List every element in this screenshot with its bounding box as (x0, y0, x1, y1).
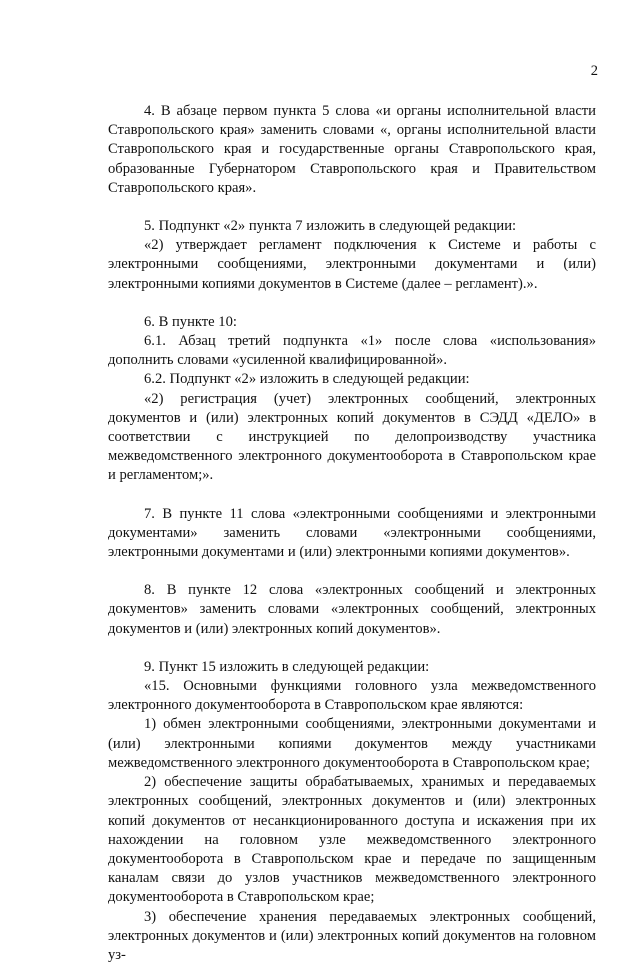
page-number: 2 (590, 63, 598, 79)
paragraph-item-7: 7. В пункте 11 слова «электронными сообщениями и электронными документами» заменить словами «электронными сообщениями, электронными документами и (или) электронными копиями документов». (108, 505, 596, 561)
paragraph-item-15-intro: «15. Основными функциями головного узла межведомственного электронного документооборота в Ставропольском крае являются: (108, 678, 596, 714)
document-body (108, 102, 596, 965)
paragraph-item-5-text: «2) утверждает регламент подключения к Системе и работы с электронными сообщениями, электронными документами и (или) электронными копиями документов в Системе (далее – регламент).». (108, 237, 596, 292)
paragraph-item-15-3: 3) обеспечение хранения передаваемых электронных сообщений, электронных документов и (или) электронных копий документов на головном уз- (108, 908, 596, 963)
paragraph-item-15-1: 1) обмен электронными сообщениями, электронными документами и (или) электронными копиями документов между участниками межведомственного электронного документооборота в Ставропольском крае; (108, 716, 596, 771)
paragraph-item-6-2: 6.2. Подпункт «2» изложить в следующей редакции: (144, 371, 470, 388)
paragraph-item-6-2-text: «2) регистрация (учет) электронных сообщений, электронных документов и (или) электронных копий документов в СЭДД «ДЕЛО» в соответствии с инструкцией по делопроизводству участника межведомственного электронного документооборота в Ставропольском крае и регламентом;». (108, 390, 596, 484)
paragraph-item-5-intro: 5. Подпункт «2» пункта 7 изложить в следующей редакции: (144, 218, 517, 235)
paragraph-item-15-2: 2) обеспечение защиты обрабатываемых, хранимых и передаваемых электронных сообщений, электронных документов и (или) электронных копий документов от несанкционированного доступа и искажения при их нахождении на головном узле межведомственного электронного документооборота в Ставропольском крае и передаче по защищенным каналам связи до узлов участников межведомственного электронного документооборота в Ставропольском крае; (108, 774, 596, 906)
paragraph-item-4-intro: 4. В абзаце первом пункта 5 слова «и органы исполнительной власти Ставропольского края» заменить словами «, органы исполнительной власти Ставропольского края и государственные органы Ставропольского края, образованные Губернатором Ставропольского края и Правительством Ставропольского края». (108, 103, 596, 196)
paragraph-item-6-1: 6.1. Абзац третий подпункта «1» после слова «использования» дополнить словами «усиленной квалифицированной». (108, 333, 596, 369)
paragraph-item-6-intro: 6. В пункте 10: (144, 313, 237, 330)
paragraph-item-8: 8. В пункте 12 слова «электронных сообщений и электронных документов» заменить словами «электронных сообщений, электронных документов и (или) электронных копий документов». (108, 582, 596, 637)
paragraph-item-9-intro: 9. Пункт 15 изложить в следующей редакции: (144, 658, 430, 675)
